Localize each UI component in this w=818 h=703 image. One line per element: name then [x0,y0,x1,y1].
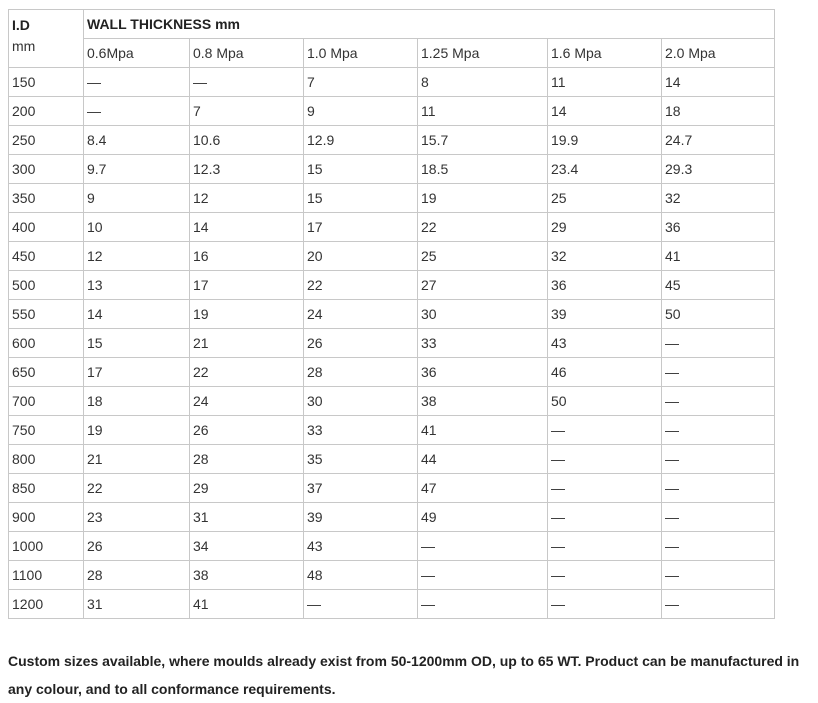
thickness-cell: 26 [190,416,304,445]
thickness-cell: 16 [190,242,304,271]
thickness-cell: 50 [548,387,662,416]
thickness-cell: 10 [84,213,190,242]
thickness-cell: — [548,416,662,445]
thickness-cell: 44 [418,445,548,474]
thickness-cell: 15 [304,155,418,184]
thickness-cell: 9 [84,184,190,213]
thickness-cell: 38 [190,561,304,590]
thickness-cell: 23.4 [548,155,662,184]
thickness-cell: 19 [418,184,548,213]
thickness-cell: 24 [304,300,418,329]
table-row [9,155,775,184]
thickness-cell: 14 [548,97,662,126]
id-cell: 1000 [9,532,84,561]
id-cell: 300 [9,155,84,184]
pressure-header-cell: 2.0 Mpa [662,39,775,68]
thickness-cell: 25 [418,242,548,271]
id-cell: 700 [9,387,84,416]
thickness-cell: 15.7 [418,126,548,155]
thickness-cell: 39 [548,300,662,329]
thickness-cell: — [84,97,190,126]
id-cell: 800 [9,445,84,474]
table-row [9,242,775,271]
thickness-cell: 14 [662,68,775,97]
thickness-cell: 38 [418,387,548,416]
thickness-cell: 11 [548,68,662,97]
thickness-cell: 8.4 [84,126,190,155]
thickness-cell: — [548,532,662,561]
thickness-cell: 31 [190,503,304,532]
table-row [9,213,775,242]
table-body [9,10,775,619]
thickness-cell: — [548,445,662,474]
id-cell: 1100 [9,561,84,590]
thickness-cell: 17 [84,358,190,387]
thickness-cell: — [304,590,418,619]
thickness-cell: — [662,590,775,619]
thickness-cell: 12 [84,242,190,271]
thickness-cell: 45 [662,271,775,300]
thickness-cell: — [662,445,775,474]
thickness-cell: — [662,474,775,503]
thickness-cell: 41 [190,590,304,619]
thickness-cell: 17 [304,213,418,242]
id-cell: 200 [9,97,84,126]
thickness-cell: 19.9 [548,126,662,155]
thickness-cell: 18.5 [418,155,548,184]
thickness-cell: 36 [662,213,775,242]
id-cell: 500 [9,271,84,300]
id-unit-label: mm [12,38,36,54]
custom-sizes-note: Custom sizes available, where moulds already exist from 50-1200mm OD, up to 65 WT. Product can be manufactured in any colour, and to all conformance requirements. [8,653,800,697]
thickness-cell: 41 [418,416,548,445]
thickness-cell: 23 [84,503,190,532]
thickness-cell: 12.3 [190,155,304,184]
thickness-cell: 31 [84,590,190,619]
thickness-cell: 13 [84,271,190,300]
id-cell: 600 [9,329,84,358]
thickness-cell: 22 [418,213,548,242]
thickness-cell: 49 [418,503,548,532]
table-row [9,300,775,329]
thickness-cell: 35 [304,445,418,474]
thickness-cell: — [84,68,190,97]
pressure-header-cell: 1.0 Mpa [304,39,418,68]
thickness-cell: 17 [190,271,304,300]
thickness-cell: 14 [190,213,304,242]
id-cell: 900 [9,503,84,532]
thickness-cell: 22 [84,474,190,503]
thickness-cell: 8 [418,68,548,97]
table-row [9,590,775,619]
thickness-cell: 12.9 [304,126,418,155]
thickness-cell: — [662,416,775,445]
table-row [9,416,775,445]
id-cell: 750 [9,416,84,445]
id-cell: 550 [9,300,84,329]
thickness-cell: 39 [304,503,418,532]
header-row-pressures [9,39,775,68]
thickness-cell: 32 [662,184,775,213]
table-row [9,532,775,561]
table-row [9,474,775,503]
id-header-cell [9,10,84,68]
id-cell: 1200 [9,590,84,619]
thickness-cell: 27 [418,271,548,300]
id-cell: 150 [9,68,84,97]
thickness-cell: 21 [84,445,190,474]
thickness-cell: — [662,532,775,561]
thickness-cell: 43 [548,329,662,358]
thickness-cell: 10.6 [190,126,304,155]
table-row [9,561,775,590]
wall-thickness-header: WALL THICKNESS mm [84,10,775,39]
table-row [9,329,775,358]
thickness-cell: — [662,503,775,532]
thickness-cell: 15 [304,184,418,213]
thickness-cell: 30 [304,387,418,416]
thickness-cell: 19 [190,300,304,329]
id-header-label: I.D [12,17,30,33]
thickness-cell: 37 [304,474,418,503]
thickness-cell: 22 [304,271,418,300]
id-cell: 350 [9,184,84,213]
thickness-cell: 46 [548,358,662,387]
table-row [9,358,775,387]
id-cell: 650 [9,358,84,387]
table-row [9,68,775,97]
thickness-cell: 29 [190,474,304,503]
table-row [9,271,775,300]
pressure-header-cell: 0.6Mpa [84,39,190,68]
thickness-cell: — [662,561,775,590]
thickness-cell: 25 [548,184,662,213]
table-row [9,445,775,474]
thickness-cell: 47 [418,474,548,503]
thickness-cell: 41 [662,242,775,271]
pressure-header-cell: 1.25 Mpa [418,39,548,68]
thickness-cell: — [662,387,775,416]
thickness-cell: 33 [418,329,548,358]
thickness-cell: — [662,329,775,358]
thickness-cell: 30 [418,300,548,329]
thickness-cell: 29 [548,213,662,242]
thickness-cell: 19 [84,416,190,445]
thickness-cell: 18 [662,97,775,126]
thickness-cell: — [548,474,662,503]
table-row [9,503,775,532]
thickness-cell: 7 [190,97,304,126]
thickness-cell: — [548,590,662,619]
thickness-cell: 12 [190,184,304,213]
thickness-cell: — [418,532,548,561]
thickness-cell: 14 [84,300,190,329]
thickness-cell: 50 [662,300,775,329]
thickness-cell: 24.7 [662,126,775,155]
pressure-header-cell: 1.6 Mpa [548,39,662,68]
thickness-cell: 11 [418,97,548,126]
thickness-cell: 32 [548,242,662,271]
thickness-cell: 24 [190,387,304,416]
thickness-cell: 28 [304,358,418,387]
wall-thickness-table [8,9,775,619]
thickness-cell: 21 [190,329,304,358]
thickness-cell: 36 [548,271,662,300]
table-row [9,97,775,126]
thickness-cell: 34 [190,532,304,561]
thickness-cell: — [190,68,304,97]
table-row [9,126,775,155]
thickness-cell: — [548,561,662,590]
thickness-cell: 33 [304,416,418,445]
id-cell: 250 [9,126,84,155]
thickness-cell: 36 [418,358,548,387]
thickness-cell: — [418,590,548,619]
thickness-cell: 43 [304,532,418,561]
thickness-cell: 9.7 [84,155,190,184]
pressure-header-cell: 0.8 Mpa [190,39,304,68]
thickness-cell: 18 [84,387,190,416]
thickness-cell: 15 [84,329,190,358]
thickness-cell: 22 [190,358,304,387]
thickness-cell: 28 [84,561,190,590]
thickness-cell: — [548,503,662,532]
id-cell: 850 [9,474,84,503]
table-row [9,184,775,213]
id-cell: 400 [9,213,84,242]
thickness-cell: — [662,358,775,387]
thickness-cell: 20 [304,242,418,271]
thickness-cell: 9 [304,97,418,126]
id-cell: 450 [9,242,84,271]
thickness-cell: 7 [304,68,418,97]
table-row [9,387,775,416]
thickness-cell: 26 [304,329,418,358]
thickness-cell: 26 [84,532,190,561]
thickness-cell: 29.3 [662,155,775,184]
thickness-cell: 28 [190,445,304,474]
header-row-group [9,10,775,39]
thickness-cell: — [418,561,548,590]
thickness-cell: 48 [304,561,418,590]
